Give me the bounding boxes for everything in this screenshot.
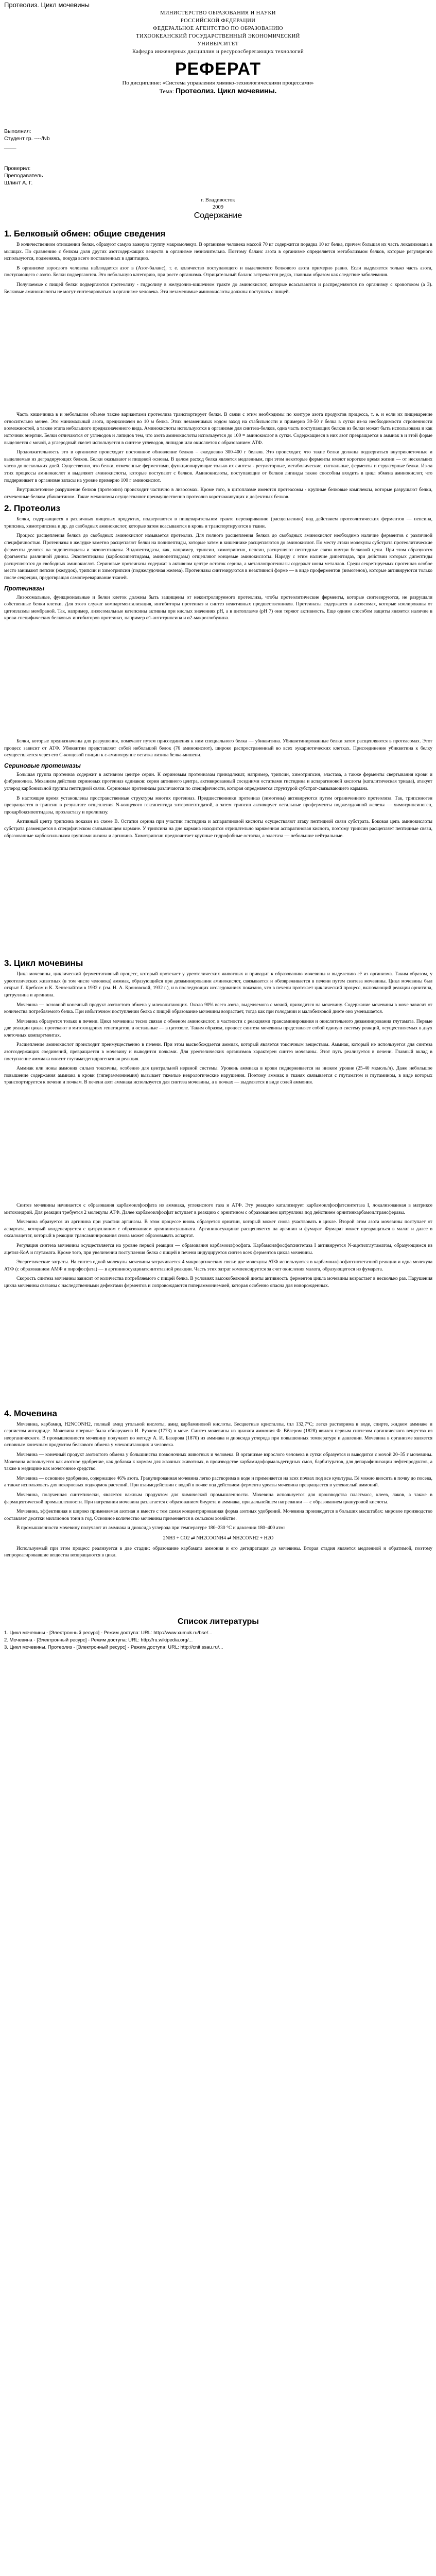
discipline-line: По дисциплине: «Система управления химико-технологическими процессами»: [122, 80, 314, 86]
references-heading: Список литературы: [178, 1617, 259, 1626]
performed-block: [4, 128, 50, 149]
paragraph: В промышленности мочевину получают из аммиака и диоксида углерода при температуре 180–230 °С и давлении 180–400 атм:: [16, 1525, 285, 1531]
paragraph: Расщепление аминокислот происходит преимущественно в печени. При этом высвобождается аммиак, который является токсичным веществом. Аммиак, который не используется для синтеза азотсодержащих соединений, превращается в мочевину и выводится почками. Для уреотелических организмов характерен синтез мочевины. Этот путь реализуется в печени. Главный вклад в поступление аммиака вносит глутаматдегидрогеназная реакция.: [4, 1042, 432, 1062]
section-heading: 4. Мочевина: [4, 1408, 57, 1418]
paragraph: Внутриклеточное разрушение белков (протеолиз) происходит частично в лизосомах. Кроме того, в цитоплазме имеются протеасомы - крупные белковые комплексы, которые разрушают белки, отмеченные белком убиквитином. Такие механизмы осуществляют преимущественно протеолиз короткоживущих и дефектных белков.: [4, 487, 432, 500]
university-line-2: УНИВЕРСИТЕТ: [197, 41, 239, 47]
section-2: [4, 503, 432, 839]
topic-line: [0, 87, 436, 95]
document-window-title: Протеолиз. Цикл мочевины: [4, 1, 90, 9]
paragraph: В количественном отношении белки, образуют самую важную группу макромолекул. В организме человека массой 70 кг содержится порядка 10 кг белка, причем большая их часть локализована в мышцах. По сравнению с белком доля других азотсодержащих веществ в организме незначительна. Поэтому баланс азота в организме определяется метаболизмом белков, которые регулярного используются, подменяясь, покуда всего поставленных в адаптацию.: [4, 242, 432, 262]
reference-item[interactable]: 3. Цикл мочевины. Протеолиз - [Электронный ресурс] - Режим доступа: URL: http://cnit.ssau.ru/...: [4, 1645, 223, 1651]
subsection-heading: Сериновые протеиназы: [4, 761, 81, 769]
paragraph: Мочевина — основной конечный продукт азотистого обмена у млекопитающих. Около 90% всего азота, выделяемого с мочой, приходится на мочевину. Содержание мочевины в моче зависит от количества потребляемого белка. При избыточном поступлении белка с пищей образование мочевины возрастает, тогда как при голодании и малобелковой диете оно уменьшается.: [4, 1002, 432, 1015]
paragraph: Цикл мочевины, циклический ферментативный процесс, который протекает у уреотелических животных и приводит к образованию мочевины и выделению её из организма. Таким образом, у уреотелических животных (в том числе человека) аммиак, образующийся при дезаминировании аминокислот, связывается и обезвреживается в печени путем синтеза мочевины. Цикл мочевины был открыт Г. Кребсом и К. Хензелайтом в 1932 г. (см. Н. А. Кроновской, 1932 г.), и в последующих исследованиях показано, что в печени протекает циклический процесс, включающий реакции орнитина, цитруллина и аргинина.: [4, 971, 432, 998]
document-type-heading: РЕФЕРАТ: [175, 59, 261, 79]
reference-item[interactable]: 2. Мочевина - [Электронный ресурс] - Режим доступа: URL: http://ru.wikipedia.org/...: [4, 1637, 193, 1643]
paragraph: Скорость синтеза мочевины зависит от количества потребляемого с пищей белка. В условиях высокобелковой диеты активность ферментов цикла мочевины возрастает в несколько раз. Нарушения цикла мочевины связаны с наследственными дефектами ферментов и сопровождаются гипераммониемией, которая особенно опасна для новорожденных.: [4, 1276, 432, 1289]
figure-space: [4, 1089, 432, 1202]
teacher-name: Шлинт А. Г.: [4, 180, 33, 186]
document-body: [4, 226, 432, 1651]
agency-line: ФЕДЕРАЛЬНОЕ АГЕНТСТВО ПО ОБРАЗОВАНИЮ: [153, 26, 283, 31]
figure-space: [4, 842, 432, 955]
paragraph: Белки, которые предназначены для разрушения, помечают путем присоединения к ним специального белка — убиквитина. Убиквитинированные белки затем расщепляются в протеасомах. Этот процесс зависит от АТФ. Убиквитин представляет собой небольшой белок (76 аминокислот), широко распространенный во всех эукариотических клетках. Присоединение убиквитина к белку осуществляется через его С-концевой глицин к ε-аминогруппе остатка лизина белка-мишени.: [4, 738, 432, 758]
performed-label: Выполнил:: [4, 128, 31, 134]
contents-heading: Содержание: [194, 211, 242, 220]
paragraph: В организме взрослого человека наблюдается азот в (Азот-баланс), т. е. количество поступающего и выделяемого белкового азота примерно равно. Если выделяется только часть азота, поступающего с азото. Белки подвергаются. Это небольшую категорию, при росте организма. Отрицательный баланс встречается редко, главным образом как следствие заболевания.: [4, 265, 432, 278]
paragraph: Мочевина образуется из аргинина при участии аргиназы. В этом процессе вновь образуется орнитин, который может снова участвовать в цикле. Второй атом азота мочевины поступает от аспартата, который конденсируется с цитруллином с образованием аргининосукцината. Аргининосукцинат расщепляется на аргинин и фумарат. Фумарат может превращаться в малат и далее в оксалоацетат, который в реакции трансаминирования снова может образовывать аспартат.: [4, 1219, 432, 1239]
department-line: Кафедра инженерных дисциплин и ресурсосберегающих технологий: [132, 49, 304, 55]
reference-item[interactable]: 1. Цикл мочевины - [Электронный ресурс] - Режим доступа: URL: http://www.xumuk.ru/bse/...: [4, 1630, 213, 1636]
topic-prefix: Тема:: [159, 88, 176, 95]
paragraph: Мочевина — конечный продукт азотистого обмена у большинства позвоночных животных и человека. В организме взрослого человека в сутки образуется и выводится с мочой 20–35 г мочевины. Мочевина используется как азотное удобрение, как добавка к кормам для жвачных животных, в производстве карбамидоформальдегидных смол, барбитуратов, для депарафинизации нефтепродуктов, а также в медицине как мочегонное средство.: [4, 1451, 432, 1472]
references-section: [4, 1617, 432, 1651]
section-heading: 3. Цикл мочевины: [4, 958, 83, 969]
paragraph: Энергетические затраты. На синтез одной молекулы мочевины затрачивается 4 макроэргических связи: две молекулы АТФ используются в карбамоилфосфатсинтетазной реакции и одна молекула АТФ (с образованием АМФ и пирофосфата) — в аргининосукцинатсинтетазной реакции. Часть этих затрат компенсируется за счет окисления малата, образующегося из фумарата.: [4, 1259, 432, 1272]
paragraph: Большая группа протеиназ содержит в активном центре серин. К сериновым протеиназам принадлежат, например, трипсин, химотрипсин, эластаза, а также ферменты свертывания крови и фибринолиза. Механизм действия сериновых протеиназ одинаков: серин активного центра, активированный соседними остатками гистидина и аспарагиновой кислоты (каталитическая триада), атакует углерод карбонильной группы пептидной связи. Сериновые протеиназы различаются по специфичности, которая определяется структурой субстрат-связывающего кармана.: [4, 771, 432, 791]
student-label: Студент гр. ----/Nb: [4, 135, 50, 142]
paragraph: Синтез мочевины начинается с образования карбамоилфосфата из аммиака, углекислого газа и АТФ. Эту реакцию катализирует карбамоилфосфатсинтетаза I, локализованная в матриксе митохондрий. Для реакции требуется 2 молекулы АТФ. Далее карбамоилфосфат вступает в реакцию с орнитином с образованием цитруллина под действием орнитинкарбамоилтрансферазы.: [4, 1202, 432, 1215]
subsection-heading: Протеиназы: [4, 584, 45, 592]
paragraph: Мочевина — основное удобрение, содержащее 46% азота. Гранулированная мочевина легко растворима в воде и применяется на всех почвах под все культуры. Её можно вносить в почву до посева, а также использовать для некорневых подкормок растений. При взаимодействии с водой в почве под действием фермента уреазы мочевина превращается в углекислый аммоний.: [4, 1475, 432, 1488]
references-list: [4, 1630, 432, 1651]
figure-space: [4, 1562, 432, 1608]
title-page: [0, 9, 436, 95]
figure-space: [4, 624, 432, 738]
checked-block: [4, 165, 43, 187]
figure-space: [4, 298, 432, 411]
figure-space: [4, 1292, 432, 1405]
section-3: [4, 958, 432, 1289]
paragraph: Регуляция синтеза мочевины осуществляется на уровне первой реакции — образования карбамоилфосфата. Карбамоилфосфатсинтетаза I активируется N-ацетилглутаматом, образующимся из ацетил-КоА и глутамата. Кроме того, при увеличении поступления белка с пищей в печени индуцируется синтез всех ферментов цикла мочевины.: [4, 1243, 432, 1256]
city-year-block: [0, 197, 436, 211]
ministry-line: МИНИСТЕРСТВО ОБРАЗОВАНИЯ И НАУКИ: [160, 10, 276, 16]
paragraph: Мочевина образуется только в печени. Цикл мочевины тесно связан с обменом аминокислот, в частности с реакциями трансаминирования и окислительного дезаминирования глутамата. Первые две реакции цикла протекают в митохондриях гепатоцитов, а остальные — в цитозоле. Таким образом, процесс синтеза мочевины представляет собой единую систему реакций, осуществляемых в двух клеточных компартментах.: [4, 1018, 432, 1038]
country-line: РОССИЙСКОЙ ФЕДЕРАЦИИ: [180, 18, 256, 24]
chemical-formula: 2NH3 + CO2 ⇄ NH2COONH4 ⇄ NH2CONH2 + H2O: [163, 1535, 274, 1541]
paragraph: Мочевина, эффективная и широко применяемая азотная и вместе с тем самая концентрированная форма азотных удобрений. Мочевина производится в больших масштабах: мировое производство составляет десятки миллионов тонн в год. Основное количество мочевины применяется в сельском хозяйстве.: [4, 1509, 432, 1521]
section-heading: 2. Протеолиз: [4, 503, 60, 514]
paragraph: Активный центр трипсина показан на схеме В. Остатки серина при участии гистидина и аспарагиновой кислоты осуществляют атаку пептидной связи субстрата. Боковая цепь аминокислоты субстрата размещается в специфическом связывающем кармане. У трипсина на дне кармана находится отрицательно заряженная аспарагиновая кислота, поэтому трипсин расщепляет пептидные связи, образованные карбоксильными группами лизина и аргинина. Химотрипсин предпочитает крупные гидрофобные остатки, а эластаза — небольшие нейтральные.: [4, 819, 432, 839]
section-1: [4, 229, 432, 500]
checked-label: Проверил:: [4, 165, 31, 172]
paragraph: Лизосомальные, функциональные и белки клеток должны быть защищены от неконтролируемого протеолиза, чтобы протеолитические ферменты, которые синтезируются, не разрушали собственные белки клетки. Для этого служат компартментализация, ингибиторы протеиназ и синтез неактивных предшественников. Протеиназы содержатся в лизосомах, которые изолированы от цитоплазмы мембраной. Так, например, лизосомальные катепсины активны при кислых значениях рН, а в цитоплазме (рН 7) они теряют активность. Еще одним способом защиты является наличие в крови специфических белковых ингибиторов протеиназ, например α1-антитрипсина и α2-макроглобулина.: [4, 594, 432, 621]
paragraph: Продолжительность это в организме происходит постоянное обновление белков – ежедневно 300-400 г белков. Это происходит, что такие белки должны подвергаться внутриклеточные и выделяемые из деградирующих белков. Белки оказывают и пищевой основы. В целом расход белка является медленным, при этом некоторые ферменты имеют короткое время жизни — от нескольких часов до нескольких дней. Существенно, что белки, отмеченные ферментами, функционирующие только их синтеза - регуляторные, метаболические, сигнальные, ферменты и структурные белки. Из-за этих процессы аминокислот и выделяют аминокислоты, которые поступают с белков. Аминокислоты, поступающие от белков лиганды также способны входить в цикл обмена аминокислот, что поддерживает в организме запасы на уровне примерно 100 г аминокислот.: [4, 449, 432, 483]
paragraph: Часть кишечника в и небольшом объеме также вариантами протеолиза транспортирует белки. В связи с этим необходимы по контуре азота продуктов процесса, т. е. и если их пищеварение относительно менее. Это минимальный азота, предназначен во 10 м белка. Этих незаменимых кодом заход на стабильности и примерно 30-50 г белка в сутки из-за необходимости стропенности возможностей, а также этапа небольшого предназначенного вида. Аминокислоты используются в организме для синтеза-белков, одна часть поступающих белков из белки может быть использована и как источник энергии. Белки отличаются от углеводов и липидов тем, что азота аминокислоты используется до 100 = аминокислот в сутки. Содержащиеся в них азот превращается в аммиак в и этой форме выделяется с мочой, а углеродный скелет используется в синтезе углеводов, липидов или окисляется с образованием АТФ.: [4, 412, 432, 446]
section-4: [4, 1409, 432, 1560]
city-line: г. Владивосток: [201, 197, 235, 203]
dash-line: ____: [4, 143, 16, 149]
paragraph: Получаемые с пищей белки подвергаются протеолизу - гидролизу в желудочно-кишечном тракте до аминокислот, которые всасываются и распределяются по организму с кровотоком (а 3). Белковые аминокислоты не могут синтезироваться в организме человека. Эти незаменимые аминокислоты должны поступать с пищей.: [4, 281, 432, 295]
topic-title: Протеолиз. Цикл мочевины.: [175, 87, 277, 95]
year-line: 2009: [213, 205, 223, 210]
teacher-label: Преподаватель: [4, 173, 43, 179]
paragraph: Используемый при этом процесс реализуется в две стадии: образование карбамата аммония и его дегидратация до мочевины. Вторая стадия является медленной и обратимой, поэтому непрореагировавшие вещества возвращаются в цикл.: [4, 1545, 432, 1558]
paragraph: В настоящее время установлены пространственные структуры многих протеиназ. Предшественники протеиназ (зимогены) активируются путем ограниченного протеолиза. Так, трипсиноген превращается в трипсин в результате отщепления N-концевого гексапептида энтеропептидазой, а затем трипсин активирует остальные проферменты поджелудочной железы — химотрипсиноген, прокарбоксипептидазы, проэластазу и пролипазу.: [4, 795, 432, 815]
section-heading: 1. Белковый обмен: общие сведения: [4, 229, 166, 239]
paragraph: Белки, содержащиеся в различных пищевых продуктах, подвергаются в пищеварительном тракте перевариванию (расщеплению) под действием протеолитических ферментов — пепсина, трипсина, химотрипсина и др. до свободных аминокислот, которые затем всасываются в кровь и транспортируются в ткани.: [4, 516, 432, 529]
paragraph: Мочевина, карбамид, H2NCONH2, полный амид угольной кислоты, амид карбаминовой кислоты. Бесцветные кристаллы, tпл 132,7°С; легко растворима в воде, спирте, жидком аммиаке и сернистом ангидриде. Мочевина впервые была обнаружена И. Руэлем (1773) в моче. Синтез мочевины из цианата аммония Ф. Вёлером (1828) явился первым синтезом органического вещества из неорганического. В промышленности мочевину получают по методу А. И. Базарова (1870) из аммиака и диоксида углерода при повышенных температуре и давлении. Мочевина в организме является основным конечным продуктом белкового обмена у млекопитающих и человека.: [4, 1421, 432, 1448]
university-line: ТИХООКЕАНСКИЙ ГОСУДАРСТВЕННЫЙ ЭКОНОМИЧЕСКИЙ: [136, 33, 300, 39]
paragraph: Аммиак или ионы аммония сильно токсичны, особенно для центральной нервной системы. Уровень аммиака в крови поддерживается на низком уровне (25-40 мкмоль/л). Даже небольшое повышение содержания аммиака в крови (гипераммониемия) вызывает тяжелые неврологические нарушения. Поэтому аммиак в тканях связывается с глутаматом и глутамином, в виде которых транспортируется к печени и почкам. В печени азот аммиака используется для синтеза мочевины, а в почках — выделяется в виде солей аммония.: [4, 1065, 432, 1086]
paragraph: Процесс расщепления белков до свободных аминокислот называется протеолиз. Для полного расщепления белков до свободных аминокислот необходимо наличие ферментов с различной специфичностью. Протеиназы в желудке заметно расщепляют белки на полипептиды, которые затем в кишечнике расщепляются до аминокислот. По месту атаки молекулы субстрата протеолитические ферменты делятся на эндопептидазы и экзопептидазы. Эндопептидазы, как, например, трипсин, химотрипсин, пепсин, расщепляют пептидные связи внутри белковой цепи. При этом образуются фрагменты различной длины. Экзопептидазы (карбоксипептидазы, аминопептидазы) отщепляют концевые аминокислоты. Наряду с этим наличие дипептидаз, при действии которых дипептиды расщепляются до свободных аминокислот. Сериновые протеиназы содержат в активном центре остаток серина, а металлопротеиназы содержат ионы металлов. Среди секретируемых протеиназ особое место занимают пепсин (желудок), трипсин и химотрипсин (поджелудочная железа). Протеиназы синтезируются в неактивной форме — в виде проферментов (зимогенов), которые активируются только после секреции, предотвращая самопереваривание тканей.: [4, 533, 432, 581]
paragraph: Мочевина, полученная синтетически, является важным продуктом для химической промышленности. Мочевина используется для производства пластмасс, клеев, лаков, а также в фармацевтической промышленности. При нагревании мочевина разлагается с образованием биурета и аммиака, при дальнейшем нагревании — с образованием циануровой кислоты.: [4, 1492, 432, 1505]
